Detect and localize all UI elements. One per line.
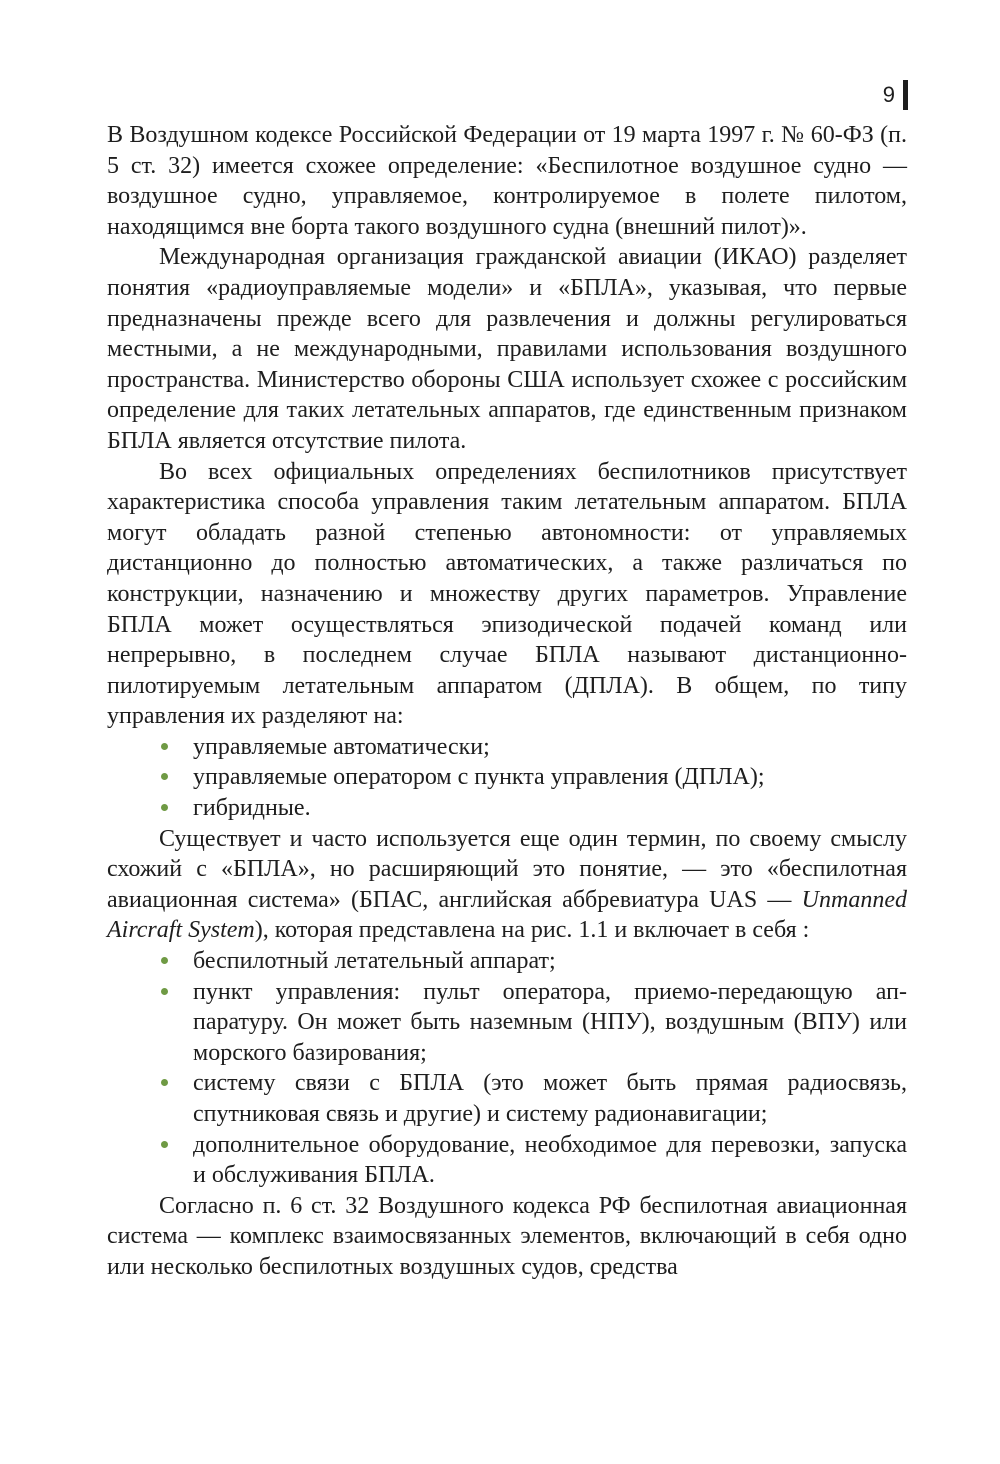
- list-item-text: управляемые оператором с пункта управления (ДПЛА);: [193, 764, 765, 791]
- list-item-text: дополнительное оборудование, необходимое для перевозки, запуска и обслуживания БПЛА.: [193, 1131, 907, 1189]
- page-header: [883, 80, 908, 110]
- list-item-text: пункт управления: пульт оператора, приемо-передающую аппаратуру. Он может быть наземным (НПУ), воздушным (ВПУ) или морского базирования;: [193, 978, 907, 1066]
- list-item: [193, 732, 907, 763]
- list-item-text: систему связи с БПЛА (это может быть прямая радиосвязь, спутниковая связь и другие) и систему радионавигации;: [193, 1070, 907, 1127]
- list-item: [193, 977, 907, 1069]
- paragraph-icao: Международная организация гражданской авиации (ИКАО) разделяет понятия «радиоуправляемые модели» и «БПЛА», указывая, что первые предназначены прежде всего для развлечения и должны регулироваться местными, а не международными, правилами использования воздушного пространства. Министерство обороны США использует схожее с российским определение для таких летательных аппаратов, где единственным признаком БПЛА является отсутствие пилота.: [107, 244, 907, 454]
- bullet-icon: [161, 804, 168, 811]
- bullet-icon: [161, 1141, 168, 1148]
- list-item-text: беспилотный летательный аппарат;: [193, 948, 556, 975]
- paragraph-control-methods: Во всех официальных определениях беспилотников присутствует характеристика способа управления таким летательным аппаратом. БПЛА могут обладать разной степенью автономности: от управляемых дистанционно до полностью автоматических, а также различаться по конструкции, назначению и множеству других параметров. Управление БПЛА может осуществляться эпизодической подачей команд или непрерывно, в последнем случае БПЛА называют дистанционно-пилотируемым летательным аппаратом (ДПЛА). В общем, по типу управления их разделяют на:: [107, 458, 907, 730]
- paragraph-uas-term: [107, 824, 907, 946]
- bullet-icon: [161, 743, 168, 750]
- list-item: [193, 762, 907, 793]
- bullet-icon: [161, 1079, 168, 1086]
- list-item: [193, 793, 907, 824]
- uas-text-after: ), которая представлена на рис. 1.1 и включает в себя :: [254, 917, 810, 944]
- control-types-list: [107, 732, 907, 824]
- page-number-bar: [903, 80, 908, 110]
- page-number: 9: [882, 82, 895, 107]
- bullet-icon: [161, 988, 168, 995]
- bullet-icon: [161, 957, 168, 964]
- page-body: [107, 120, 907, 1283]
- uas-text-before: Существует и часто используется еще один термин, по своему смыслу схожий с «БПЛА», но расширяющий это понятие, — это «беспилотная авиационная система» (БПАС, английская аббревиатура UAS —: [107, 825, 907, 913]
- list-item-text: управляемые автоматически;: [193, 733, 490, 760]
- list-item-text: гибридные.: [193, 795, 311, 822]
- paragraph-air-code-definition: В Воздушном кодексе Российской Федерации от 19 марта 1997 г. № 60-ФЗ (п. 5 ст. 32) имеется схожее определение: «Беспилотное воздушное судно — воздушное судно, управляемое, контролируемое в полете пилотом, находящимся вне борта такого воздушного судна (внешний пилот)».: [107, 122, 907, 240]
- uas-english-term: Unmanned Aircraft System: [107, 886, 907, 944]
- list-item: [193, 1068, 907, 1129]
- list-item: [193, 1130, 907, 1191]
- bullet-icon: [161, 773, 168, 780]
- paragraph-uas-definition: Согласно п. 6 ст. 32 Воздушного кодекса РФ беспилотная авиационная система — комплекс взаимосвязанных элементов, включающий в себя одно или несколько беспилотных воздушных судов, средства: [107, 1192, 907, 1280]
- uas-components-list: [107, 946, 907, 1191]
- list-item: [193, 946, 907, 977]
